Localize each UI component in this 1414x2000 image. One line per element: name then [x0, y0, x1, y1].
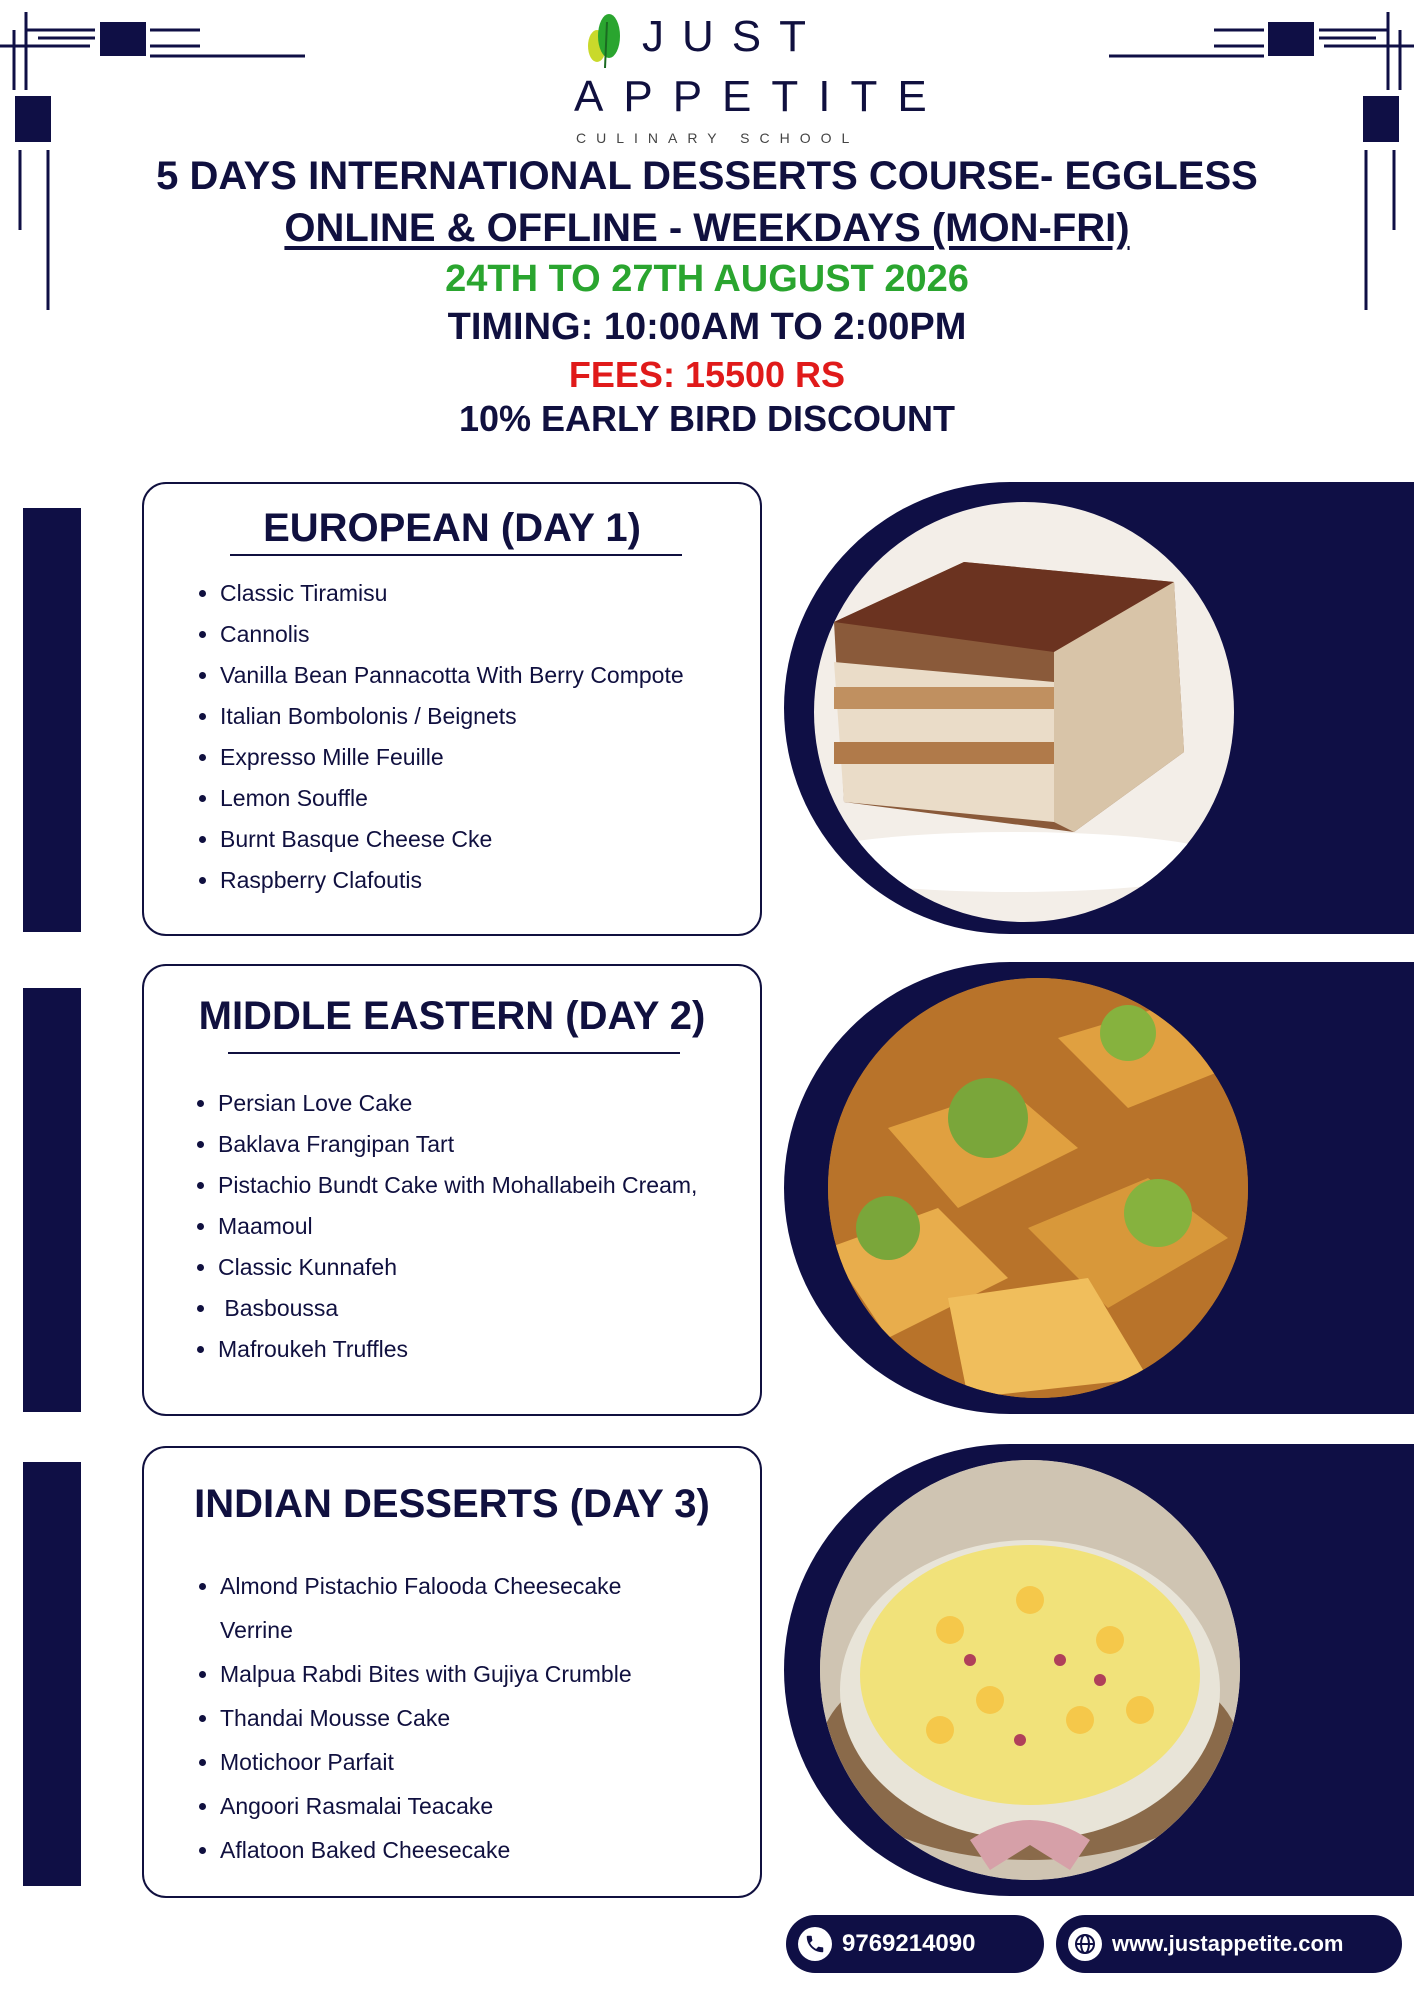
title-underline — [230, 554, 682, 556]
section-title: EUROPEAN (DAY 1) — [263, 506, 641, 550]
list-item: • Maamoul — [218, 1213, 697, 1254]
globe-icon — [1068, 1927, 1102, 1961]
course-mode: ONLINE & OFFLINE - WEEKDAYS (MON-FRI) — [284, 206, 1130, 250]
section-card-day3 — [142, 1446, 762, 1898]
course-dates: 24TH TO 27TH AUGUST 2026 — [445, 258, 969, 300]
website-pill[interactable] — [1056, 1915, 1402, 1973]
section-card-day1 — [142, 482, 762, 936]
section-card-day2 — [142, 964, 762, 1416]
phone-pill[interactable] — [786, 1915, 1044, 1973]
list-item: • Italian Bombolonis / Beignets — [220, 703, 684, 744]
list-item: • Burnt Basque Cheese Cke — [220, 826, 684, 867]
leaf-logo-icon — [583, 12, 627, 70]
brand-tagline: CULINARY SCHOOL — [576, 130, 860, 146]
list-item: • Pistachio Bundt Cake with Mohallabeih Cream, — [218, 1172, 697, 1213]
list-item: • Basboussa — [218, 1295, 697, 1336]
list-item: • Angoori Rasmalai Teacake — [220, 1784, 690, 1828]
course-fees: FEES: 15500 RS — [568, 354, 846, 395]
list-item: • Thandai Mousse Cake — [220, 1696, 690, 1740]
list-item: • Cannolis — [220, 621, 684, 662]
brand-name-line1: JUST — [642, 12, 824, 61]
section-title: INDIAN DESSERTS (DAY 3) — [194, 1482, 710, 1526]
list-item: • Classic Kunnafeh — [218, 1254, 697, 1295]
dessert-list — [184, 580, 684, 908]
course-title: 5 DAYS INTERNATIONAL DESSERTS COURSE- EGGLESS — [156, 154, 1258, 198]
brand-name-line2: APPETITE — [574, 72, 947, 121]
title-underline — [228, 1052, 680, 1054]
section-title: MIDDLE EASTERN (DAY 2) — [198, 994, 706, 1038]
dessert-list — [184, 1564, 690, 1872]
list-item: • Persian Love Cake — [218, 1090, 697, 1131]
section-side-bar — [23, 1462, 81, 1886]
baklava-photo — [828, 978, 1248, 1398]
tiramisu-photo — [814, 502, 1234, 922]
list-item: • Lemon Souffle — [220, 785, 684, 826]
website-url: www.justappetite.com — [1112, 1931, 1344, 1956]
section-side-bar — [23, 508, 81, 932]
list-item: • Malpua Rabdi Bites with Gujiya Crumble — [220, 1652, 690, 1696]
phone-icon — [798, 1927, 832, 1961]
list-item: • Vanilla Bean Pannacotta With Berry Compote — [220, 662, 684, 703]
list-item: • Aflatoon Baked Cheesecake — [220, 1828, 690, 1872]
section-side-bar — [23, 988, 81, 1412]
phone-number: 9769214090 — [842, 1930, 976, 1957]
list-item: • Baklava Frangipan Tart — [218, 1131, 697, 1172]
course-timing: TIMING: 10:00AM TO 2:00PM — [447, 306, 967, 348]
rasmalai-cake-photo — [820, 1460, 1240, 1880]
list-item: • Almond Pistachio Falooda Cheesecake Verrine — [220, 1564, 690, 1652]
list-item: • Motichoor Parfait — [220, 1740, 690, 1784]
list-item: • Classic Tiramisu — [220, 580, 684, 621]
list-item: • Mafroukeh Truffles — [218, 1336, 697, 1377]
list-item: • Raspberry Clafoutis — [220, 867, 684, 908]
dessert-list — [182, 1090, 697, 1377]
list-item: • Expresso Mille Feuille — [220, 744, 684, 785]
early-bird-discount: 10% EARLY BIRD DISCOUNT — [458, 398, 956, 439]
